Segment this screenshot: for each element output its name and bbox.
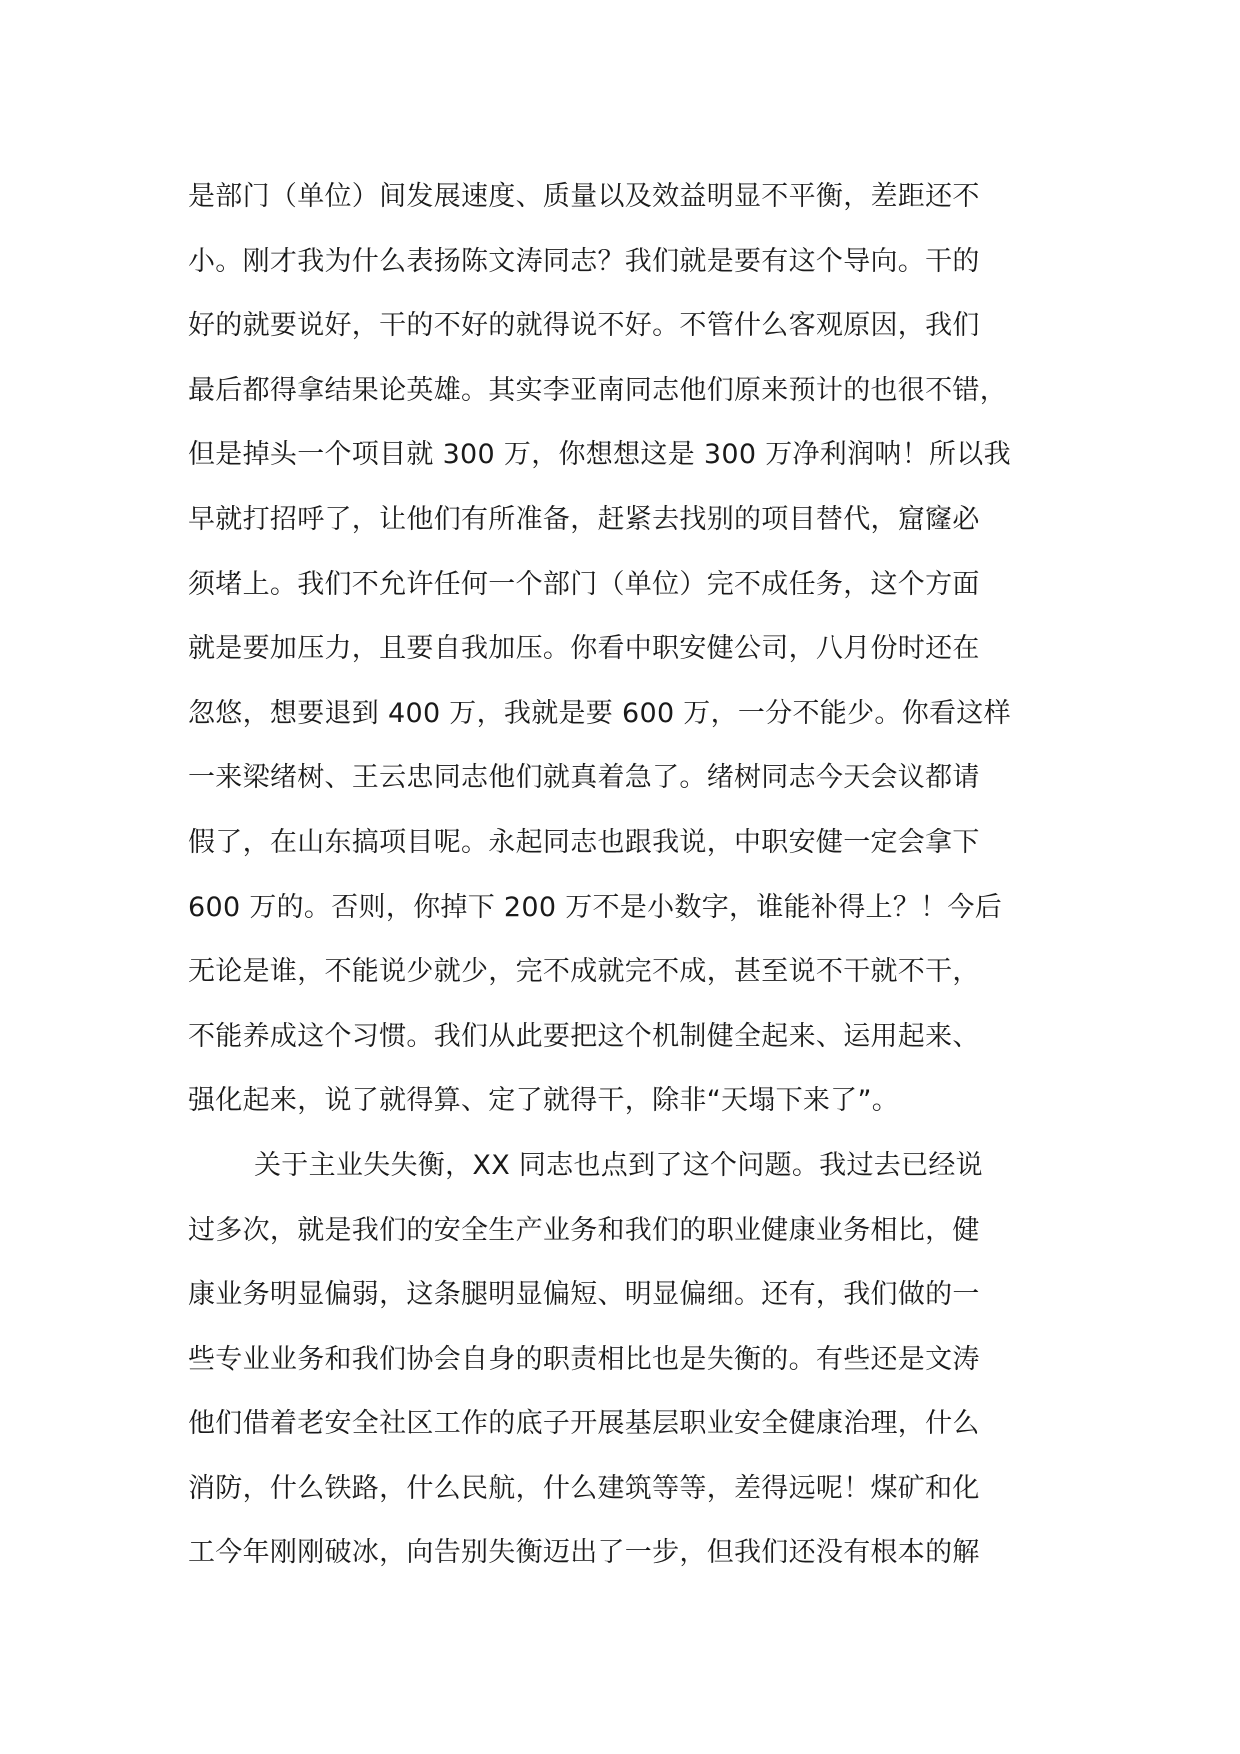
text-line: 就是要加压力，且要自我加压。你看中职安健公司，八月份时还在 xyxy=(188,633,980,665)
text-line: 好的就要说好，干的不好的就得说不好。不管什么客观原因，我们 xyxy=(188,310,980,342)
text-line: 无论是谁，不能说少就少，完不成就完不成，甚至说不干就不干， xyxy=(188,956,980,988)
text-line: 强化起来，说了就得算、定了就得干，除非“天塌下来了”。 xyxy=(188,1085,900,1117)
text-line: 忽悠，想要退到 400 万，我就是要 600 万，一分不能少。你看这样 xyxy=(188,697,1011,729)
text-line: 消防，什么铁路，什么民航，什么建筑等等，差得远呢！煤矿和化 xyxy=(188,1472,980,1504)
text-line: 假了，在山东搞项目呢。永起同志也跟我说，中职安健一定会拿下 xyxy=(188,826,980,858)
text-line: 工今年刚刚破冰，向告别失衡迈出了一步，但我们还没有根本的解 xyxy=(188,1537,980,1569)
text-line: 早就打招呼了，让他们有所准备，赶紧去找别的项目替代，窟窿必 xyxy=(188,503,980,535)
text-line: 但是掉头一个项目就 300 万，你想想这是 300 万净利润呐！所以我 xyxy=(188,439,1011,471)
paragraph-start-line: 关于主业失失衡，XX 同志也点到了这个问题。我过去已经说 xyxy=(254,1149,983,1181)
text-line: 过多次，就是我们的安全生产业务和我们的职业健康业务相比，健 xyxy=(188,1214,980,1246)
text-line: 是部门（单位）间发展速度、质量以及效益明显不平衡，差距还不 xyxy=(188,181,980,212)
text-line: 600 万的。否则，你掉下 200 万不是小数字，谁能补得上？！今后 xyxy=(188,891,1003,923)
text-line: 康业务明显偏弱，这条腿明显偏短、明显偏细。还有，我们做的一 xyxy=(188,1279,980,1311)
body-text xyxy=(188,165,1058,1586)
text-line: 些专业业务和我们协会自身的职责相比也是失衡的。有些还是文涛 xyxy=(188,1343,980,1375)
text-line: 不能养成这个习惯。我们从此要把这个机制健全起来、运用起来、 xyxy=(188,1020,980,1052)
text-line: 须堵上。我们不允许任何一个部门（单位）完不成任务，这个方面 xyxy=(188,568,980,600)
text-line: 小。刚才我为什么表扬陈文涛同志？我们就是要有这个导向。干的 xyxy=(188,245,980,277)
text-line: 一来梁绪树、王云忠同志他们就真着急了。绪树同志今天会议都请 xyxy=(188,762,980,794)
text-line: 他们借着老安全社区工作的底子开展基层职业安全健康治理，什么 xyxy=(188,1408,980,1440)
text-line: 最后都得拿结果论英雄。其实李亚南同志他们原来预计的也很不错， xyxy=(188,374,1007,406)
